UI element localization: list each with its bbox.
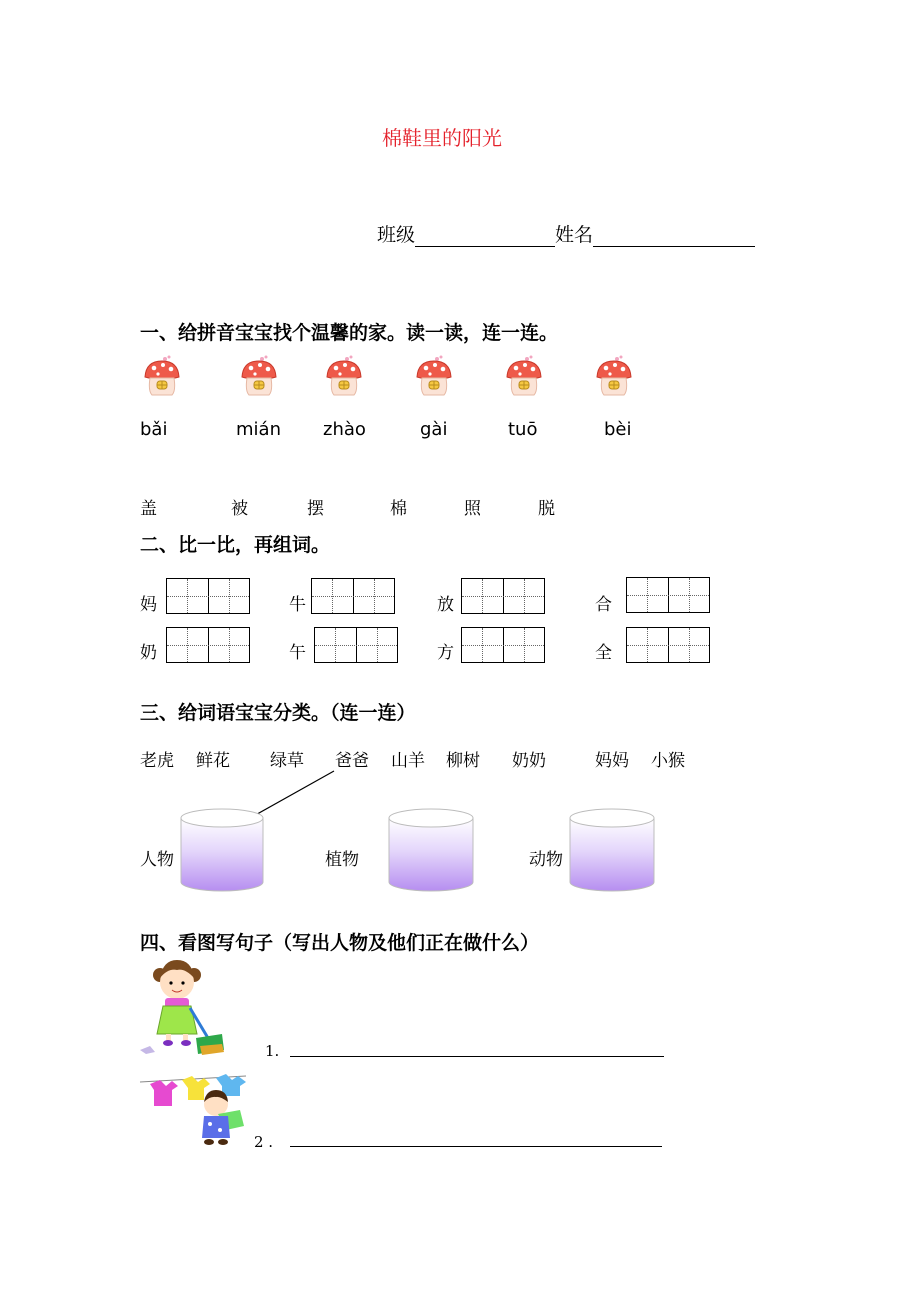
section3-heading: 三、给词语宝宝分类。（连一连） [140, 702, 416, 724]
word-2: 鲜花 [196, 751, 230, 771]
page-title: 棉鞋里的阳光 [382, 126, 502, 150]
compare-char-6: 午 [289, 643, 306, 663]
category-plants: 植物 [325, 850, 359, 870]
compare-char-5: 奶 [140, 643, 157, 663]
compare-char-3: 放 [437, 595, 454, 615]
compare-char-2: 牛 [289, 595, 306, 615]
section2-heading: 二、比一比，再组词。 [140, 534, 331, 556]
section4-heading: 四、看图写句子（写出人物及他们正在做什么） [140, 932, 540, 954]
word-6: 柳树 [446, 751, 480, 771]
pinyin-1: bǎi [140, 419, 168, 440]
compare-char-8: 全 [595, 643, 612, 663]
compare-char-1: 妈 [140, 595, 157, 615]
pinyin-5: tuō [508, 419, 538, 440]
sentence-1-number: 1. [265, 1042, 280, 1060]
sentence-2-number: 2 . [254, 1133, 274, 1151]
basket-plants[interactable] [389, 809, 473, 891]
char-5: 照 [464, 499, 481, 519]
word-8: 妈妈 [595, 751, 629, 771]
girl-sweeping-illustration [140, 960, 224, 1055]
compare-char-7: 方 [437, 643, 454, 663]
char-2: 被 [231, 499, 248, 519]
char-6: 脱 [538, 499, 555, 519]
compare-char-4: 合 [595, 595, 612, 615]
boy-laundry-illustration [140, 1074, 246, 1145]
word-4: 爸爸 [335, 751, 369, 771]
word-3: 绿草 [270, 751, 304, 771]
word-5: 山羊 [391, 751, 425, 771]
class-label: 班级 [377, 224, 416, 246]
sentence-2-answer-line[interactable] [290, 1146, 662, 1147]
basket-people[interactable] [181, 809, 263, 891]
example-link-line [250, 771, 334, 818]
pinyin-4: gài [420, 419, 448, 440]
basket-animals[interactable] [570, 809, 654, 891]
pinyin-2: mián [236, 419, 281, 440]
name-label: 姓名 [555, 224, 594, 246]
word-7: 奶奶 [512, 751, 546, 771]
sentence-1-answer-line[interactable] [290, 1056, 664, 1057]
char-4: 棉 [390, 499, 407, 519]
char-1: 盖 [140, 499, 157, 519]
pinyin-6: bèi [604, 419, 632, 440]
word-9: 小猴 [651, 751, 685, 771]
category-people: 人物 [140, 850, 174, 870]
section1-heading: 一、给拼音宝宝找个温馨的家。读一读，连一连。 [140, 322, 559, 344]
char-3: 摆 [307, 499, 324, 519]
category-animals: 动物 [529, 850, 563, 870]
pinyin-3: zhào [323, 419, 366, 440]
word-1: 老虎 [140, 751, 174, 771]
